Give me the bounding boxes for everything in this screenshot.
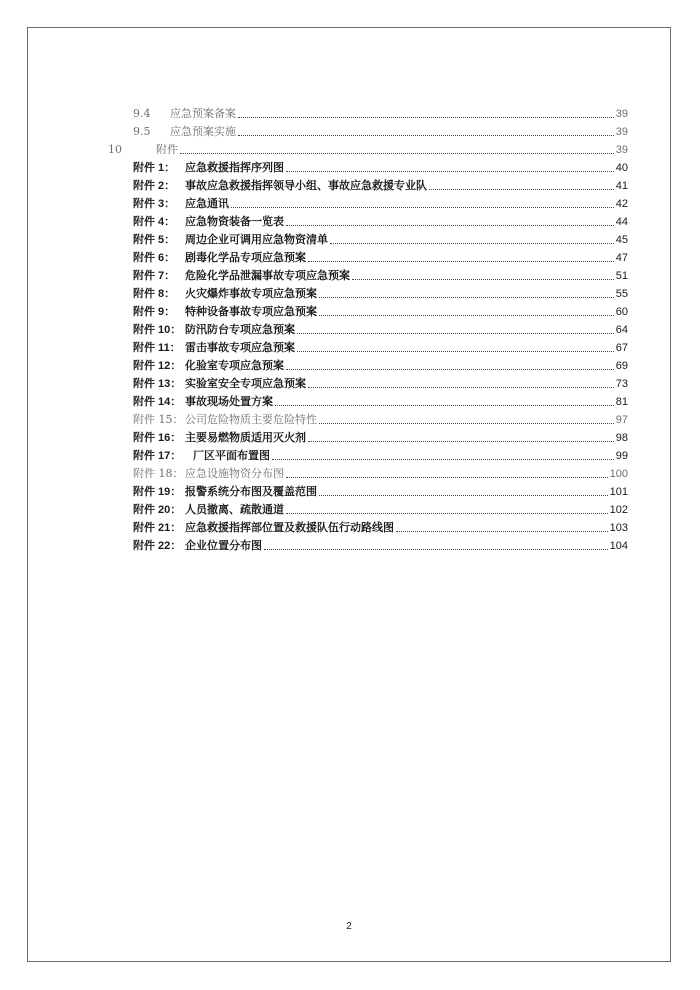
dot-leader <box>308 386 614 388</box>
dot-leader <box>297 332 614 334</box>
toc-entry-appendix-12[interactable] <box>133 355 628 373</box>
dot-leader <box>297 350 614 352</box>
toc-entry-appendix-18[interactable] <box>133 463 628 481</box>
toc-entry-title: 火灾爆炸事故专项应急预案 <box>185 288 317 300</box>
dot-leader <box>319 422 614 424</box>
toc-entry-label: 附件 20： <box>133 504 182 516</box>
toc-entry-appendix-22[interactable] <box>133 535 628 553</box>
dot-leader <box>308 440 614 442</box>
toc-entry-appendix-10[interactable] <box>133 319 628 337</box>
toc-entry-label: 10 <box>108 143 122 156</box>
toc-entry-page: 73 <box>615 378 628 390</box>
toc-entry-appendix-9[interactable] <box>133 301 628 319</box>
toc-entry-title: 事故现场处置方案 <box>185 396 273 408</box>
toc-entry-title: 人员撤离、疏散通道 <box>185 504 284 516</box>
toc-entry-page: 42 <box>615 198 628 210</box>
toc-entry-label: 附件 10： <box>133 324 182 336</box>
dot-leader <box>319 296 614 298</box>
dot-leader <box>180 152 614 154</box>
toc-entry-title: 应急救援指挥部位置及救援队伍行动路线图 <box>185 522 394 534</box>
toc-entry-page: 55 <box>615 288 628 300</box>
toc-entry-title: 应急物资装备一览表 <box>185 216 284 228</box>
toc-entry-page: 39 <box>615 126 628 138</box>
toc-entry-appendix-16[interactable] <box>133 427 628 445</box>
table-of-contents <box>28 28 670 961</box>
dot-leader <box>308 260 614 262</box>
document-page <box>27 27 671 962</box>
dot-leader <box>264 548 608 550</box>
toc-entry-9-5[interactable] <box>133 121 628 139</box>
toc-entry-title: 化验室专项应急预案 <box>185 360 284 372</box>
toc-entry-title: 特种设备事故专项应急预案 <box>185 306 317 318</box>
toc-entry-appendix-7[interactable] <box>133 265 628 283</box>
toc-entry-9-4[interactable] <box>133 103 628 121</box>
toc-entry-page: 51 <box>615 270 628 282</box>
toc-entry-label: 附件 22： <box>133 540 182 552</box>
toc-entry-page: 81 <box>615 396 628 408</box>
dot-leader <box>286 224 614 226</box>
toc-entry-label: 附件 21： <box>133 522 182 534</box>
dot-leader <box>272 458 614 460</box>
toc-entry-appendix-11[interactable] <box>133 337 628 355</box>
toc-entry-appendix-21[interactable] <box>133 517 628 535</box>
dot-leader <box>286 512 608 514</box>
toc-entry-page: 104 <box>609 540 628 552</box>
toc-entry-appendix-8[interactable] <box>133 283 628 301</box>
toc-entry-title: 危险化学品泄漏事故专项应急预案 <box>185 270 350 282</box>
page-number: 2 <box>346 921 352 932</box>
dot-leader <box>396 530 608 532</box>
toc-entry-title: 主要易燃物质适用灭火剂 <box>185 432 306 444</box>
toc-entry-label: 附件 8： <box>133 288 176 300</box>
toc-entry-page: 99 <box>615 450 628 462</box>
toc-entry-title: 企业位置分布图 <box>185 540 262 552</box>
toc-entry-appendix-3[interactable] <box>133 193 628 211</box>
toc-entry-title: 应急设施物资分布图 <box>185 467 284 480</box>
dot-leader <box>352 278 614 280</box>
toc-entry-label: 附件 9： <box>133 306 176 318</box>
toc-entry-appendix-5[interactable] <box>133 229 628 247</box>
toc-entry-label: 附件 3： <box>133 198 176 210</box>
toc-entry-title: 公司危险物质主要危险特性 <box>185 413 317 426</box>
dot-leader <box>286 170 614 172</box>
toc-entry-page: 45 <box>615 234 628 246</box>
toc-entry-label: 附件 14： <box>133 396 182 408</box>
toc-entry-appendix-20[interactable] <box>133 499 628 517</box>
toc-entry-label: 附件 11： <box>133 342 181 354</box>
dot-leader <box>319 314 614 316</box>
toc-entry-title: 应急预案实施 <box>170 125 236 138</box>
toc-entry-page: 67 <box>615 342 628 354</box>
toc-entry-title: 实验室安全专项应急预案 <box>185 378 306 390</box>
toc-entry-appendix-4[interactable] <box>133 211 628 229</box>
toc-entry-title: 防汛防台专项应急预案 <box>185 324 295 336</box>
toc-entry-appendix-1[interactable] <box>133 157 628 175</box>
dot-leader <box>330 242 614 244</box>
dot-leader <box>429 188 614 190</box>
toc-entry-label: 附件 17： <box>133 450 182 462</box>
toc-entry-page: 100 <box>609 468 628 480</box>
toc-entry-title: 剧毒化学品专项应急预案 <box>185 252 306 264</box>
toc-entry-page: 69 <box>615 360 628 372</box>
toc-entry-page: 39 <box>615 108 628 120</box>
toc-entry-label: 附件 1： <box>133 162 176 174</box>
dot-leader <box>286 476 608 478</box>
toc-entry-label: 附件 15： <box>133 413 184 426</box>
toc-entry-title: 附件 <box>156 143 178 156</box>
toc-entry-appendix-19[interactable] <box>133 481 628 499</box>
toc-entry-appendix-13[interactable] <box>133 373 628 391</box>
toc-entry-title: 报警系统分布图及覆盖范围 <box>185 486 317 498</box>
toc-entry-label: 附件 6： <box>133 252 176 264</box>
toc-entry-label: 9.4 <box>133 107 151 120</box>
toc-entry-page: 60 <box>615 306 628 318</box>
dot-leader <box>275 404 614 406</box>
toc-entry-label: 附件 7： <box>133 270 176 282</box>
dot-leader <box>319 494 608 496</box>
toc-entry-title: 应急预案备案 <box>170 107 236 120</box>
toc-entry-appendix-2[interactable] <box>133 175 628 193</box>
toc-entry-appendix-17[interactable] <box>133 445 628 463</box>
toc-entry-page: 101 <box>609 486 628 498</box>
toc-entry-page: 102 <box>609 504 628 516</box>
toc-entry-appendix-14[interactable] <box>133 391 628 409</box>
toc-entry-label: 附件 18： <box>133 467 184 480</box>
dot-leader <box>238 116 614 118</box>
toc-entry-page: 97 <box>615 414 628 426</box>
toc-entry-page: 103 <box>609 522 628 534</box>
toc-entry-title: 事故应急救援指挥领导小组、事故应急救援专业队 <box>185 180 427 192</box>
toc-entry-page: 40 <box>615 162 628 174</box>
toc-entry-10[interactable] <box>108 139 628 157</box>
toc-entry-page: 47 <box>615 252 628 264</box>
toc-entry-title: 周边企业可调用应急物资清单 <box>185 234 328 246</box>
dot-leader <box>231 206 614 208</box>
toc-entry-label: 附件 16： <box>133 432 182 444</box>
dot-leader <box>238 134 614 136</box>
toc-entry-label: 附件 19： <box>133 486 182 498</box>
toc-entry-title: 应急通讯 <box>185 198 229 210</box>
toc-entry-page: 39 <box>615 144 628 156</box>
toc-entry-title: 应急救援指挥序列图 <box>185 162 284 174</box>
dot-leader <box>286 368 614 370</box>
toc-entry-page: 64 <box>615 324 628 336</box>
toc-entry-title: 厂区平面布置图 <box>193 450 270 462</box>
toc-entry-label: 9.5 <box>133 125 151 138</box>
toc-entry-label: 附件 2： <box>133 180 176 192</box>
toc-entry-page: 98 <box>615 432 628 444</box>
toc-entry-page: 41 <box>615 180 628 192</box>
toc-entry-page: 44 <box>615 216 628 228</box>
toc-entry-title: 雷击事故专项应急预案 <box>185 342 295 354</box>
toc-entry-label: 附件 4： <box>133 216 176 228</box>
toc-entry-label: 附件 12： <box>133 360 182 372</box>
toc-entry-label: 附件 13： <box>133 378 182 390</box>
toc-entry-appendix-6[interactable] <box>133 247 628 265</box>
toc-entry-label: 附件 5： <box>133 234 176 246</box>
toc-entry-appendix-15[interactable] <box>133 409 628 427</box>
